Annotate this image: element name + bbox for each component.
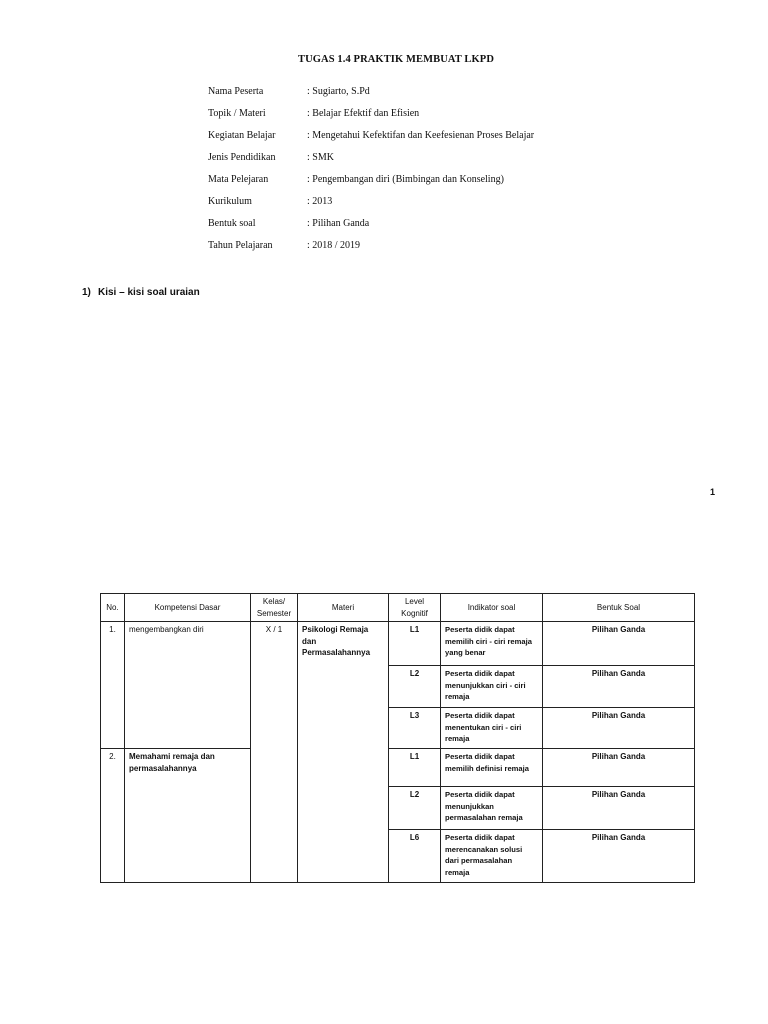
cell-kompetensi-dasar: Memahami remaja dan permasalahannya (125, 749, 251, 883)
section-text: Kisi – kisi soal uraian (98, 287, 200, 298)
cell-bentuk-soal: Pilihan Ganda (543, 622, 695, 666)
table-header-row (101, 594, 695, 622)
header-kelas-semester (251, 594, 298, 622)
cell-kelas: X / 1 (251, 622, 298, 883)
section-heading (82, 287, 200, 298)
info-label: Mata Pelejaran (208, 174, 269, 185)
header-level-line2: Kognitif (401, 608, 428, 618)
header-no: No. (101, 594, 125, 622)
cell-no: 1. (101, 622, 125, 749)
kisi-kisi-table (100, 593, 695, 883)
section-number: 1) (82, 287, 91, 298)
info-value: : SMK (307, 152, 334, 163)
header-kelas-line1: Kelas/ (262, 597, 286, 606)
header-indikator-soal: Indikator soal (441, 594, 543, 622)
info-label: Topik / Materi (208, 108, 266, 119)
info-row (208, 108, 534, 130)
page-number: 1 (710, 487, 716, 497)
info-label: Nama Peserta (208, 86, 264, 97)
cell-bentuk-soal: Pilihan Ganda (543, 708, 695, 749)
info-value: : 2013 (307, 196, 333, 207)
cell-materi: Psikologi Remaja dan Permasalahannya (298, 622, 389, 883)
cell-indikator: Peserta didik dapat merencanakan solusi dari permasalahan remaja (441, 830, 543, 883)
info-label: Tahun Pelajaran (208, 240, 273, 251)
header-bentuk-soal: Bentuk Soal (543, 594, 695, 622)
cell-indikator: Peserta didik dapat menunjukkan permasalahan remaja (441, 787, 543, 830)
header-kelas-line2: Semester (256, 608, 292, 618)
header-materi: Materi (298, 594, 389, 622)
info-block (208, 86, 534, 262)
info-value: : Pengembangan diri (Bimbingan dan Konseling) (307, 174, 504, 185)
info-row (208, 174, 534, 196)
cell-bentuk-soal: Pilihan Ganda (543, 830, 695, 883)
header-level-kognitif (389, 594, 441, 622)
info-label: Jenis Pendidikan (208, 152, 276, 163)
info-row (208, 240, 534, 262)
info-value: : Pilihan Ganda (307, 218, 370, 229)
cell-level: L2 (389, 666, 441, 708)
info-row (208, 130, 534, 152)
cell-indikator: Peserta didik dapat menunjukkan ciri - ciri remaja (441, 666, 543, 708)
info-label: Kurikulum (208, 196, 252, 207)
header-level-line1: Level (404, 597, 425, 606)
info-row (208, 196, 534, 218)
cell-indikator: Peserta didik dapat memilih ciri - ciri remaja yang benar (441, 622, 543, 666)
info-row (208, 152, 534, 174)
cell-level: L1 (389, 622, 441, 666)
cell-level: L1 (389, 749, 441, 787)
table-row (101, 749, 695, 787)
cell-level: L2 (389, 787, 441, 830)
cell-level: L6 (389, 830, 441, 883)
cell-bentuk-soal: Pilihan Ganda (543, 749, 695, 787)
info-value: : Belajar Efektif dan Efisien (307, 108, 420, 119)
cell-indikator: Peserta didik dapat menentukan ciri - ciri remaja (441, 708, 543, 749)
cell-level: L3 (389, 708, 441, 749)
info-value: : Sugiarto, S.Pd (307, 86, 370, 97)
table-row (101, 622, 695, 666)
cell-indikator: Peserta didik dapat memilih definisi remaja (441, 749, 543, 787)
cell-bentuk-soal: Pilihan Ganda (543, 787, 695, 830)
header-kompetensi-dasar: Kompetensi Dasar (125, 594, 251, 622)
info-value: : Mengetahui Kefektifan dan Keefesienan Proses Belajar (307, 130, 535, 141)
info-row (208, 86, 534, 108)
info-value: : 2018 / 2019 (307, 240, 361, 251)
cell-bentuk-soal: Pilihan Ganda (543, 666, 695, 708)
info-label: Kegiatan Belajar (208, 130, 276, 141)
cell-kompetensi-dasar: mengembangkan diri (125, 622, 251, 749)
cell-no: 2. (101, 749, 125, 883)
info-label: Bentuk soal (208, 218, 256, 229)
document-title: TUGAS 1.4 PRAKTIK MEMBUAT LKPD (298, 54, 494, 65)
info-row (208, 218, 534, 240)
